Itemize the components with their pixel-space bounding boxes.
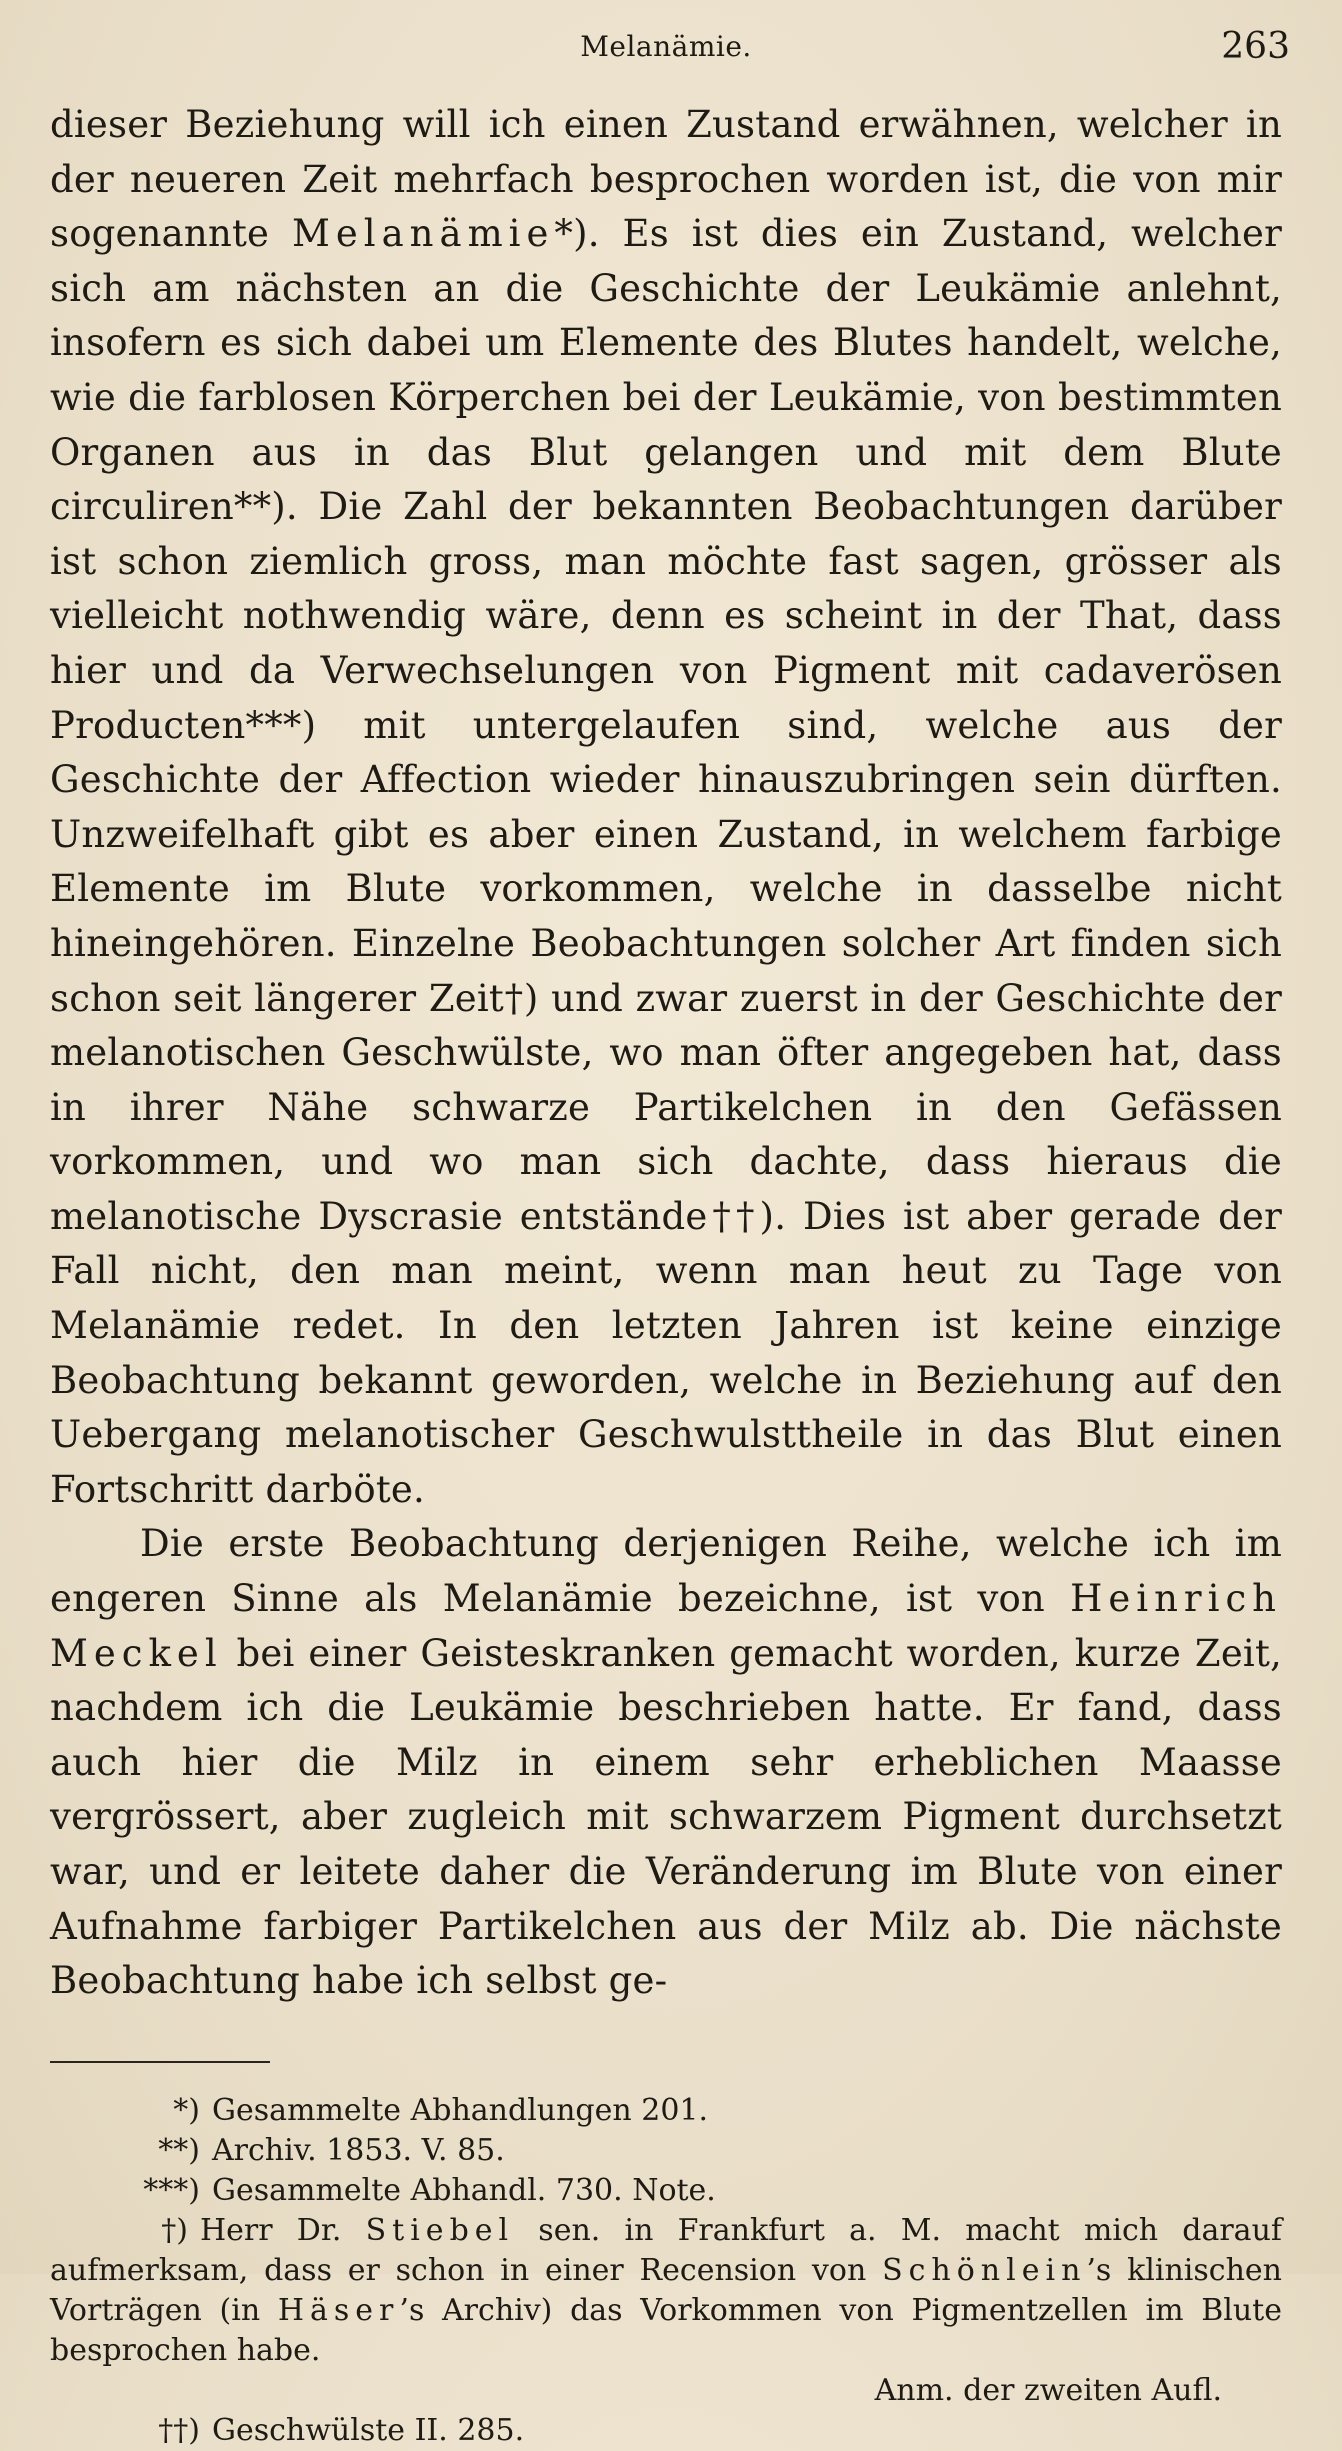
footnote-3-mark: ***) [143,2172,200,2208]
footnote-2-mark: **) [158,2132,200,2168]
book-page [50,22,1290,2451]
paragraph-1 [50,98,1282,1517]
paragraph-2-text-a: Die erste Beobachtung derjenigen Reihe, welche ich im engeren Sinne als Melanämie bezeichne, ist von [50,1522,1282,1621]
paragraph-1-text-b: *). Es ist dies ein Zustand, welcher sich am nächsten an die Geschichte der Leukämie anlehnt, insofern es sich dabei um Elemente des Blutes handelt, welche, wie die farblosen Körperchen bei der Leukämie, von bestimmten Organen aus in das Blut gelangen und mit dem Blute circuliren**). Die Zahl der bekannten Beobachtungen darüber ist schon ziemlich gross, man möchte fast sagen, grösser als vielleicht nothwendig wäre, denn es scheint in der That, dass hier und da Verwechselungen von Pigment mit cadaverösen Producten***) mit untergelaufen sind, welche aus der Geschichte der Affection wieder hinauszubringen sein dürften. Unzweifelhaft gibt es aber einen Zustand, in welchem farbige Elemente im Blute vorkommen, welche in dasselbe nicht hineingehören. Einzelne Beobachtungen solcher Art finden sich schon seit längerer Zeit†) und zwar zuerst in der Geschichte der melanotischen Geschwülste, wo man öfter angegeben hat, dass in ihrer Nähe schwarze Partikelchen in den Gefässen vorkommen, und wo man sich dachte, dass hieraus die melanotische Dyscrasie entstände††). Dies ist aber gerade der Fall nicht, den man meint, wenn man heut zu Tage von Melanämie redet. In den letzten Jahren ist keine einzige Beobachtung bekannt geworden, welche in Beziehung auf den Uebergang melanotischer Geschwulsttheile in das Blut einen Fortschritt darböte. [50,212,1282,1511]
footnote-4-name-haeser: Häser [277,2292,400,2328]
footnote-4-text-c: ’s klinischen Vorträgen (in [50,2252,1282,2328]
footnote-2-text: Archiv. 1853. V. 85. [212,2132,505,2168]
footnote-4-text-d: ’s Archiv) das Vorkommen von Pigmentzellen im Blute besprochen habe. [50,2292,1282,2368]
page-number: 263 [1221,26,1290,67]
paragraph-2 [50,1517,1282,2008]
footnote-4-name-schoenlein: Schönlein [882,2252,1087,2288]
running-title: Melanämie. [580,30,752,63]
paragraph-1-text-a: dieser Beziehung will ich einen Zustand erwähnen, welcher in der neueren Zeit mehrfach besprochen worden ist, die von mir sogenannte [50,103,1282,256]
footnote-1-mark: *) [173,2092,200,2128]
footnote-4 [50,2211,1282,2371]
footnote-4-text-b: sen. in Frankfurt a. M. macht mich darauf aufmerksam, dass er schon in einer Recension von [50,2212,1282,2288]
footnote-3 [50,2171,1282,2211]
footnote-2 [50,2131,1282,2171]
footnote-5 [50,2411,1282,2451]
footnote-5-mark: ††) [158,2412,200,2448]
spaced-term-melanaemie: Melanämie [292,212,555,256]
footnotes [50,2091,1282,2451]
footnote-4-text-a: Herr Dr. [200,2212,366,2248]
footnote-4-name-stiebel: Stiebel [365,2212,515,2248]
footnote-4-signature: Anm. der zweiten Aufl. [874,2372,1222,2408]
page-header [50,22,1290,70]
spaced-name-meckel: Heinrich Meckel [50,1577,1282,1675]
footnote-1-text: Gesammelte Abhandlungen 201. [212,2092,709,2128]
footnote-4-mark: †) [161,2212,188,2248]
footnote-1 [50,2091,1282,2131]
footnote-5-text: Geschwülste II. 285. [212,2412,525,2448]
footnote-3-text: Gesammelte Abhandl. 730. Note. [212,2172,716,2208]
footnote-divider [50,2061,270,2063]
paragraph-2-text-b: bei einer Geisteskranken gemacht worden, kurze Zeit, nachdem ich die Leukämie beschrieben hatte. Er fand, dass auch hier die Milz in einem sehr erheblichen Maasse vergrössert, aber zugleich mit schwarzem Pigment durchsetzt war, und er leitete daher die Veränderung im Blute von einer Aufnahme farbiger Partikelchen aus der Milz ab. Die nächste Beobachtung habe ich selbst ge- [50,1631,1282,2003]
body-text [50,98,1282,2009]
